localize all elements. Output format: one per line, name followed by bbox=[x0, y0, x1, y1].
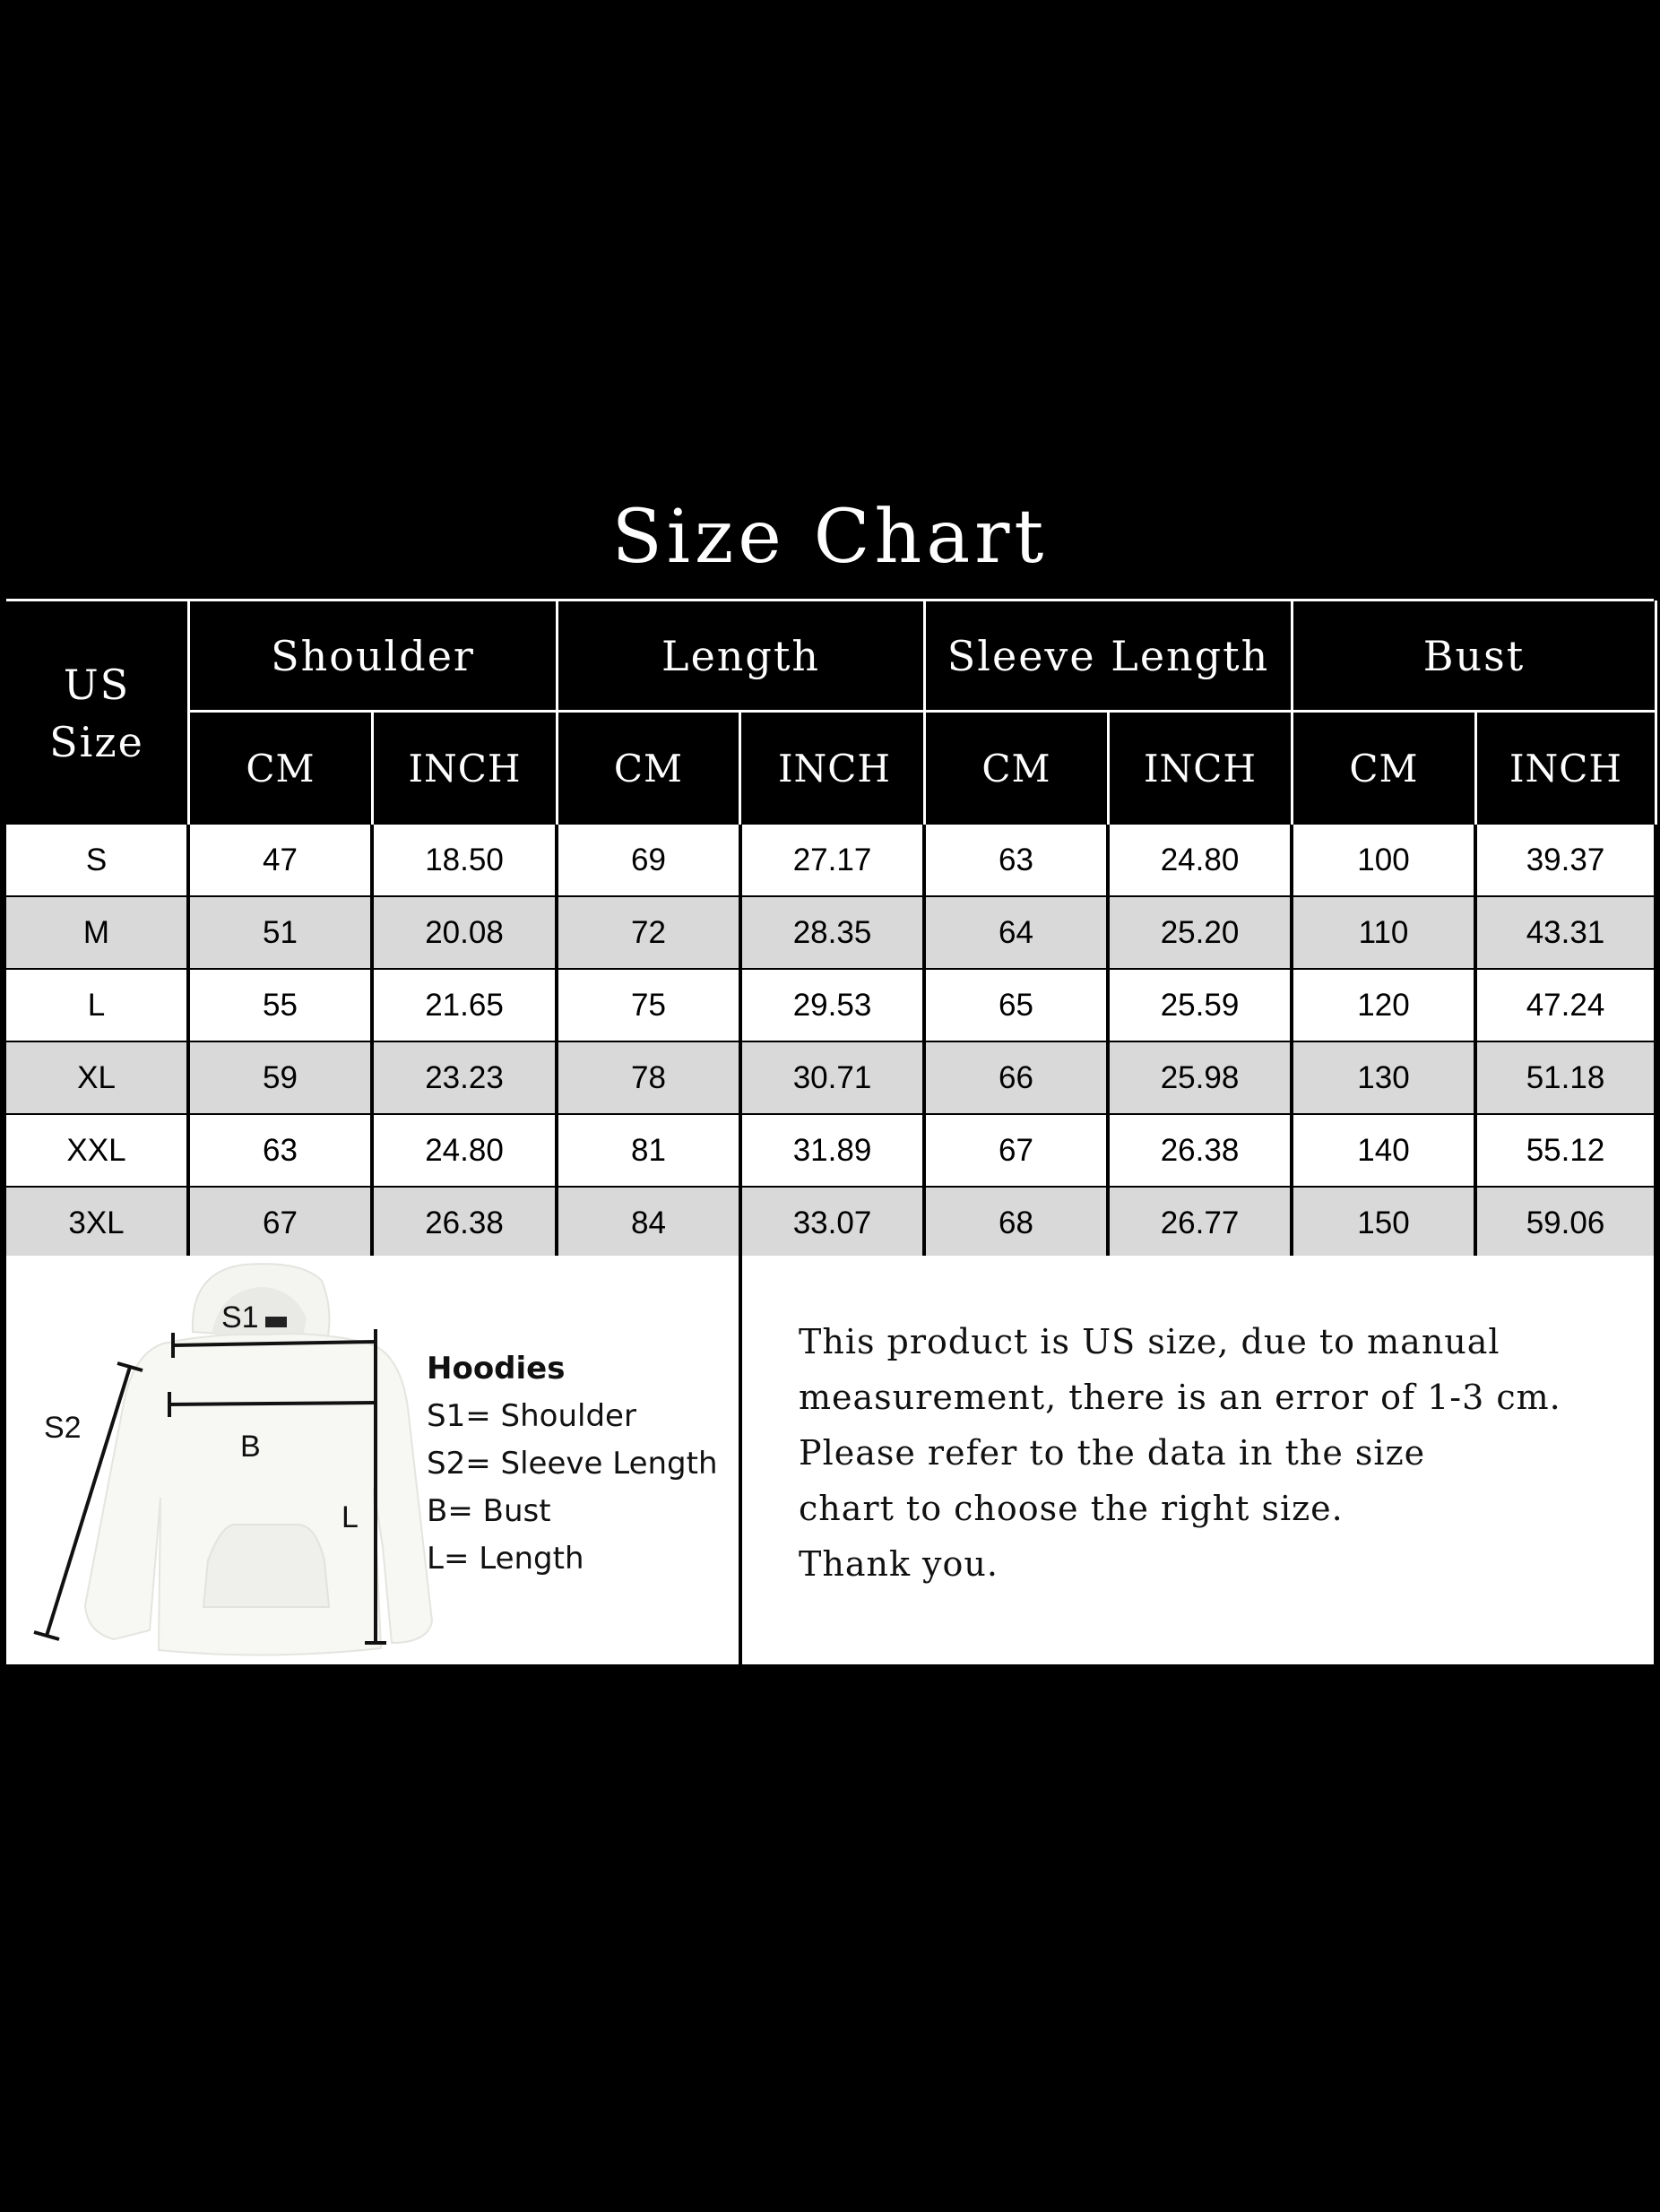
us-size-label-line2: Size bbox=[49, 717, 144, 766]
bust-inch-cell: 51.18 bbox=[1526, 1059, 1605, 1095]
s1-label: S1 bbox=[221, 1300, 259, 1335]
note-line: Thank you. bbox=[799, 1544, 999, 1584]
group-header-sleeve-length: Sleeve Length bbox=[947, 631, 1270, 680]
length-cm-cell: 78 bbox=[558, 1042, 742, 1113]
unit-header-cm: CM bbox=[1349, 747, 1419, 791]
legend-item: L= Length bbox=[427, 1541, 584, 1577]
length-inch-cell: 28.35 bbox=[742, 897, 926, 968]
shoulder-inch-cell: 20.08 bbox=[374, 897, 558, 968]
sizing-note bbox=[799, 1314, 1641, 1592]
us-size-header bbox=[6, 601, 187, 825]
shoulder-inch-cell: 23.23 bbox=[374, 1042, 558, 1113]
bust-cm-cell: 140 bbox=[1293, 1115, 1477, 1186]
size-cell: M bbox=[6, 897, 190, 968]
bust-inch-cell: 39.37 bbox=[1526, 842, 1605, 877]
unit-header-cm: CM bbox=[246, 747, 316, 791]
bust-inch-cell: 47.24 bbox=[1526, 987, 1605, 1023]
sleeve-cm-cell: 67 bbox=[926, 1115, 1110, 1186]
shoulder-inch-cell: 18.50 bbox=[374, 825, 558, 895]
shoulder-cm-cell: 63 bbox=[190, 1115, 374, 1186]
shoulder-cm-cell: 51 bbox=[190, 897, 374, 968]
info-panel bbox=[6, 1256, 1654, 1664]
shoulder-inch-cell: 26.38 bbox=[374, 1188, 558, 1258]
diagram-legend bbox=[427, 1345, 718, 1583]
unit-header-inch: INCH bbox=[777, 747, 892, 791]
length-inch-cell: 27.17 bbox=[742, 825, 926, 895]
sleeve-cm-cell: 64 bbox=[926, 897, 1110, 968]
table-row bbox=[6, 825, 1654, 895]
length-inch-cell: 31.89 bbox=[742, 1115, 926, 1186]
sleeve-inch-cell: 25.20 bbox=[1110, 897, 1293, 968]
group-header-length: Length bbox=[661, 631, 820, 680]
size-cell: XXL bbox=[6, 1115, 190, 1186]
unit-header-inch: INCH bbox=[1509, 747, 1623, 791]
sleeve-cm-cell: 63 bbox=[926, 825, 1110, 895]
header-divider bbox=[1655, 601, 1657, 825]
table-row bbox=[6, 970, 1654, 1041]
shoulder-inch-cell: 24.80 bbox=[374, 1115, 558, 1186]
legend-item: B= Bust bbox=[427, 1493, 551, 1529]
sleeve-cm-cell: 66 bbox=[926, 1042, 1110, 1113]
bust-cm-cell: 110 bbox=[1293, 897, 1477, 968]
sleeve-inch-cell: 25.98 bbox=[1110, 1042, 1293, 1113]
length-inch-cell: 30.71 bbox=[742, 1042, 926, 1113]
size-cell: S bbox=[6, 825, 190, 895]
hoodie-tag bbox=[265, 1317, 287, 1327]
unit-header-cm: CM bbox=[981, 747, 1051, 791]
bust-cm-cell: 150 bbox=[1293, 1188, 1477, 1258]
sleeve-cm-cell: 68 bbox=[926, 1188, 1110, 1258]
group-header-bust: Bust bbox=[1422, 631, 1526, 680]
table-row bbox=[6, 1115, 1654, 1186]
table-row bbox=[6, 1042, 1654, 1113]
size-cell: L bbox=[6, 970, 190, 1041]
sleeve-inch-cell: 26.38 bbox=[1110, 1115, 1293, 1186]
group-header-shoulder: Shoulder bbox=[271, 631, 475, 680]
length-cm-cell: 72 bbox=[558, 897, 742, 968]
length-inch-cell: 29.53 bbox=[742, 970, 926, 1041]
sleeve-cm-cell: 65 bbox=[926, 970, 1110, 1041]
sleeve-inch-cell: 25.59 bbox=[1110, 970, 1293, 1041]
size-cell: 3XL bbox=[6, 1188, 190, 1258]
table-row bbox=[6, 897, 1654, 968]
bust-inch-cell: 55.12 bbox=[1526, 1132, 1605, 1168]
sleeve-inch-cell: 24.80 bbox=[1110, 825, 1293, 895]
legend-item: S1= Shoulder bbox=[427, 1398, 636, 1434]
bust-cm-cell: 130 bbox=[1293, 1042, 1477, 1113]
panel-divider bbox=[739, 1256, 742, 1664]
note-line: measurement, there is an error of 1-3 cm. bbox=[799, 1378, 1561, 1417]
legend-item: S2= Sleeve Length bbox=[427, 1446, 718, 1482]
length-inch-cell: 33.07 bbox=[742, 1188, 926, 1258]
note-line: chart to choose the right size. bbox=[799, 1489, 1344, 1528]
shoulder-cm-cell: 55 bbox=[190, 970, 374, 1041]
b-measure-line bbox=[169, 1403, 376, 1404]
b-label: B bbox=[240, 1430, 261, 1464]
shoulder-cm-cell: 59 bbox=[190, 1042, 374, 1113]
shoulder-cm-cell: 67 bbox=[190, 1188, 374, 1258]
bust-inch-cell: 43.31 bbox=[1526, 914, 1605, 950]
note-line: Please refer to the data in the size bbox=[799, 1433, 1426, 1473]
bust-cm-cell: 120 bbox=[1293, 970, 1477, 1041]
unit-header-inch: INCH bbox=[408, 747, 522, 791]
page-title: Size Chart bbox=[611, 495, 1049, 580]
shoulder-inch-cell: 21.65 bbox=[374, 970, 558, 1041]
size-cell: XL bbox=[6, 1042, 190, 1113]
length-cm-cell: 75 bbox=[558, 970, 742, 1041]
us-size-label-line1: US bbox=[63, 660, 131, 709]
unit-header-cm: CM bbox=[613, 747, 684, 791]
legend-title: Hoodies bbox=[427, 1351, 566, 1387]
bust-cm-cell: 100 bbox=[1293, 825, 1477, 895]
shoulder-cm-cell: 47 bbox=[190, 825, 374, 895]
note-line: This product is US size, due to manual bbox=[799, 1322, 1500, 1361]
bust-inch-cell: 59.06 bbox=[1526, 1205, 1605, 1240]
sleeve-inch-cell: 26.77 bbox=[1110, 1188, 1293, 1258]
length-cm-cell: 81 bbox=[558, 1115, 742, 1186]
table-row bbox=[6, 1188, 1654, 1258]
s2-label: S2 bbox=[44, 1411, 82, 1445]
l-label: L bbox=[342, 1500, 359, 1534]
length-cm-cell: 69 bbox=[558, 825, 742, 895]
unit-header-inch: INCH bbox=[1143, 747, 1258, 791]
length-cm-cell: 84 bbox=[558, 1188, 742, 1258]
